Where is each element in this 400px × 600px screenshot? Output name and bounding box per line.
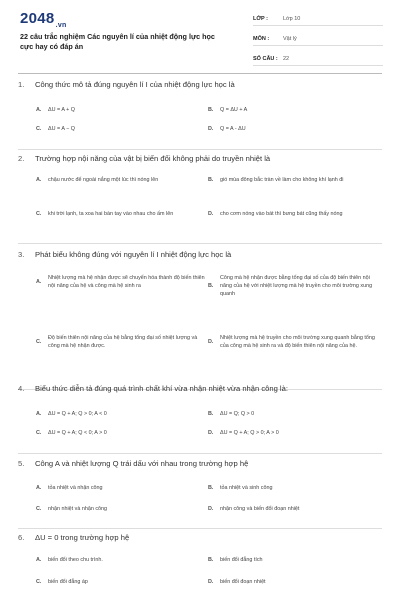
option-a[interactable] (36, 106, 196, 114)
question-1 (18, 80, 382, 150)
option-d[interactable] (208, 334, 378, 350)
option-text: khi trời lạnh, ta xoa hai bàn tay vào nhau cho ấm lên (48, 211, 174, 217)
question-5 (18, 459, 382, 529)
option-letter: D. (208, 126, 214, 132)
option-b[interactable] (208, 176, 376, 184)
question-number: 2. (18, 154, 25, 163)
question-divider (18, 453, 382, 454)
option-a[interactable] (36, 484, 204, 492)
option-text: Nhiệt lượng mà hệ truyền cho môi trường xung quanh bằng tổng của công mà hệ sinh ra và độ biến thiên nội năng của hệ. (220, 335, 375, 349)
option-c[interactable] (36, 429, 204, 437)
meta-row-count (253, 52, 383, 66)
question-number: 4. (18, 384, 25, 393)
option-d[interactable] (208, 125, 368, 133)
question-header (18, 154, 382, 164)
document-meta (253, 12, 383, 72)
option-b[interactable] (208, 556, 376, 564)
option-letter: D. (208, 339, 214, 345)
question-text: Công A và nhiệt lượng Q trái dấu với nhau trong trường hợp hệ (35, 459, 249, 468)
option-a[interactable] (36, 410, 204, 418)
option-d[interactable] (208, 505, 376, 513)
meta-value: 22 (283, 55, 290, 62)
option-c[interactable] (36, 125, 196, 133)
option-text: Q = A - ΔU (220, 126, 246, 132)
option-text: nhận nhiệt và nhận công (48, 506, 108, 512)
option-letter: A. (36, 107, 42, 113)
option-c[interactable] (36, 505, 204, 513)
question-text: Biểu thức diễn tả đúng quá trình chất khí vừa nhận nhiệt vừa nhận công là: (35, 384, 288, 393)
option-letter: B. (208, 107, 214, 113)
option-a[interactable] (36, 176, 204, 184)
option-text: biến đổi đẳng áp (48, 579, 88, 585)
header-divider (18, 73, 382, 74)
question-header (18, 80, 382, 90)
question-text: Trường hợp nội năng của vật bị biến đổi không phải do truyền nhiệt là (35, 154, 271, 163)
question-3 (18, 250, 382, 390)
logo-suffix: .vn (55, 22, 67, 29)
option-b[interactable] (208, 106, 368, 114)
option-letter: A. (36, 177, 42, 183)
meta-label: MÔN : (253, 35, 270, 42)
question-divider (18, 243, 382, 244)
option-letter: B. (208, 485, 214, 491)
question-header (18, 533, 382, 543)
question-header (18, 459, 382, 469)
meta-row-subject (253, 32, 383, 46)
option-text: gió mùa đông bắc tràn về làm cho không khí lạnh đi (220, 177, 344, 183)
option-text: chậu nước để ngoài nắng một lúc thì nóng lên (48, 177, 159, 183)
option-c[interactable] (36, 210, 204, 218)
option-letter: B. (208, 283, 214, 289)
question-text: Phát biểu không đúng với nguyên lí I nhiệt động lực học là (35, 250, 232, 259)
question-6 (18, 533, 382, 599)
question-number: 5. (18, 459, 25, 468)
option-text: biến đổi theo chu trình. (48, 557, 103, 563)
option-letter: A. (36, 485, 42, 491)
option-d[interactable] (208, 429, 376, 437)
question-number: 1. (18, 80, 25, 89)
option-letter: D. (208, 430, 214, 436)
option-b[interactable] (208, 274, 378, 298)
option-text: tỏa nhiệt và sinh công (220, 485, 273, 491)
option-text: ΔU = Q + A; Q > 0; A < 0 (48, 411, 107, 417)
option-text: Công mà hệ nhận được bằng tổng đại số của độ biến thiên nội năng của hệ với nhiệt lượng mà hệ truyền cho môi trường xung quanh (220, 275, 373, 297)
question-divider (18, 528, 382, 529)
option-letter: B. (208, 557, 214, 563)
question-number: 3. (18, 250, 25, 259)
page-header (0, 0, 400, 66)
option-text: tỏa nhiệt và nhận công (48, 485, 103, 491)
question-text: ΔU = 0 trong trường hợp hệ (35, 533, 130, 542)
option-letter: A. (36, 411, 42, 417)
meta-value: Vật lý (283, 35, 297, 42)
option-d[interactable] (208, 210, 376, 218)
option-letter: C. (36, 430, 42, 436)
logo-text: 2048 (20, 10, 55, 27)
meta-row-class (253, 12, 383, 26)
option-letter: D. (208, 579, 214, 585)
site-logo[interactable] (20, 10, 67, 29)
option-a[interactable] (36, 274, 206, 290)
option-c[interactable] (36, 334, 206, 350)
document-title: 22 câu trắc nghiệm Các nguyên lí của nhiệt động lực học cực hay có đáp án (20, 32, 215, 51)
option-text: Độ biến thiên nội năng của hệ bằng tổng đại số nhiệt lượng và công mà hệ nhận được. (48, 335, 198, 349)
option-letter: C. (36, 579, 42, 585)
option-text: biến đổi đẳng tích (220, 557, 263, 563)
option-text: Q = ΔU + A (220, 107, 248, 113)
option-text: ΔU = A + Q (48, 107, 75, 113)
option-text: nhận công và biến đổi đoạn nhiệt (220, 506, 300, 512)
option-letter: D. (208, 211, 214, 217)
meta-label: LỚP : (253, 15, 268, 22)
option-letter: C. (36, 126, 42, 132)
option-text: ΔU = Q + A; Q > 0; A > 0 (220, 430, 279, 436)
question-number: 6. (18, 533, 25, 542)
option-a[interactable] (36, 556, 204, 564)
option-letter: A. (36, 279, 42, 285)
option-text: ΔU = Q; Q > 0 (220, 411, 255, 417)
question-4 (18, 384, 382, 454)
question-header (18, 250, 382, 260)
question-header (18, 384, 382, 394)
option-letter: D. (208, 506, 214, 512)
option-letter: B. (208, 177, 214, 183)
question-2 (18, 154, 382, 244)
option-letter: B. (208, 411, 214, 417)
option-text: biến đổi đoạn nhiệt (220, 579, 266, 585)
option-text: ΔU = Q + A; Q < 0; A > 0 (48, 430, 107, 436)
option-d[interactable] (208, 578, 376, 586)
option-letter: A. (36, 557, 42, 563)
option-letter: C. (36, 339, 42, 345)
question-divider (18, 149, 382, 150)
option-b[interactable] (208, 484, 376, 492)
option-text: cho cơm nóng vào bát thì bưng bát cũng thấy nóng (220, 211, 343, 217)
meta-value: Lớp 10 (283, 15, 301, 22)
question-text: Công thức mô tả đúng nguyên lí I của nhiệt động lực học là (35, 80, 235, 89)
meta-label: SỐ CÂU : (253, 55, 278, 62)
option-text: ΔU = A − Q (48, 126, 75, 132)
option-letter: C. (36, 211, 42, 217)
option-text: Nhiệt lượng mà hệ nhận được sẽ chuyển hóa thành độ biến thiên nội năng của hệ và công mà hệ sinh ra (48, 275, 205, 289)
option-c[interactable] (36, 578, 204, 586)
option-letter: C. (36, 506, 42, 512)
option-b[interactable] (208, 410, 376, 418)
